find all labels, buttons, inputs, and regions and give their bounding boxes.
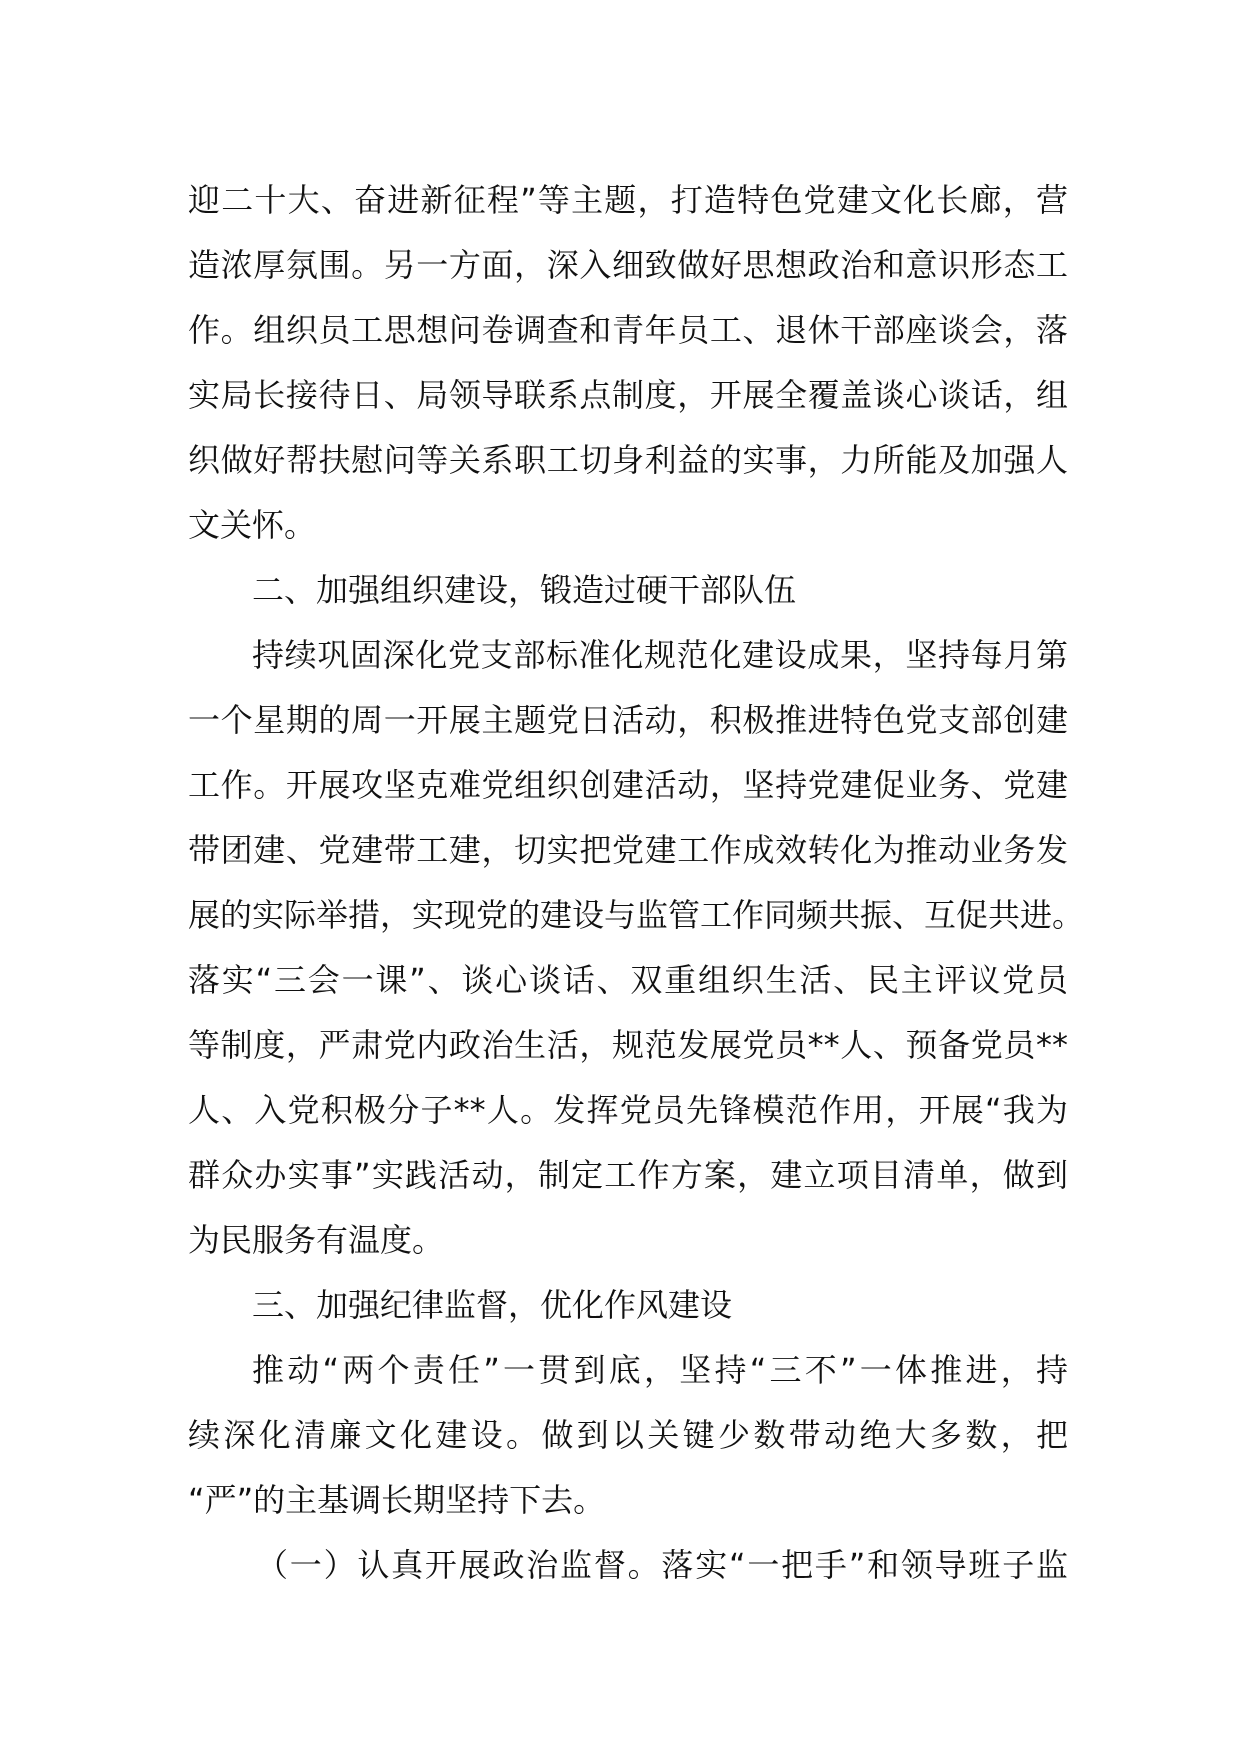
paragraph-line: 推动“两个责任”一贯到底，坚持“三不”一体推进，持 (252, 1351, 1068, 1389)
paragraph-line: 造浓厚氛围。另一方面，深入细致做好思想政治和意识形态工 (188, 246, 1068, 284)
section-heading: 二、加强组织建设，锻造过硬干部队伍 (252, 571, 797, 609)
paragraph-line: 迎二十大、奋进新征程”等主题，打造特色党建文化长廊，营 (188, 181, 1068, 219)
paragraph-line: “严”的主基调长期坚持下去。 (188, 1481, 606, 1519)
section-heading: 三、加强纪律监督，优化作风建设 (252, 1286, 733, 1324)
paragraph-line: 实局长接待日、局领导联系点制度，开展全覆盖谈心谈话，组 (188, 376, 1068, 414)
paragraph-line: 落实“三会一课”、谈心谈话、双重组织生活、民主评议党员 (188, 961, 1068, 999)
paragraph-line: 工作。开展攻坚克难党组织创建活动，坚持党建促业务、党建 (188, 766, 1068, 804)
paragraph-line: 作。组织员工思想问卷调查和青年员工、退休干部座谈会，落 (188, 311, 1068, 349)
paragraph-line: 持续巩固深化党支部标准化规范化建设成果，坚持每月第 (252, 636, 1068, 674)
paragraph-line: 文关怀。 (188, 506, 317, 544)
paragraph-line: 带团建、党建带工建，切实把党建工作成效转化为推动业务发 (188, 831, 1068, 869)
body-text (188, 168, 1085, 1598)
paragraph-line: 展的实际举措，实现党的建设与监管工作同频共振、互促共进。 (188, 896, 1085, 934)
paragraph-line: 群众办实事”实践活动，制定工作方案，建立项目清单，做到 (188, 1156, 1068, 1194)
paragraph-line: 一个星期的周一开展主题党日活动，积极推进特色党支部创建 (188, 701, 1068, 739)
paragraph-line: 人、入党积极分子**人。发挥党员先锋模范作用，开展“我为 (188, 1091, 1068, 1129)
paragraph-line: 等制度，严肃党内政治生活，规范发展党员**人、预备党员** (188, 1026, 1068, 1064)
paragraph-line: 为民服务有温度。 (188, 1221, 445, 1259)
paragraph-line: 续深化清廉文化建设。做到以关键少数带动绝大多数，把 (188, 1416, 1068, 1454)
paragraph-line: 织做好帮扶慰问等关系职工切身利益的实事，力所能及加强人 (188, 441, 1068, 479)
subsection-line: （一）认真开展政治监督。落实“一把手”和领导班子监 (256, 1546, 1068, 1584)
